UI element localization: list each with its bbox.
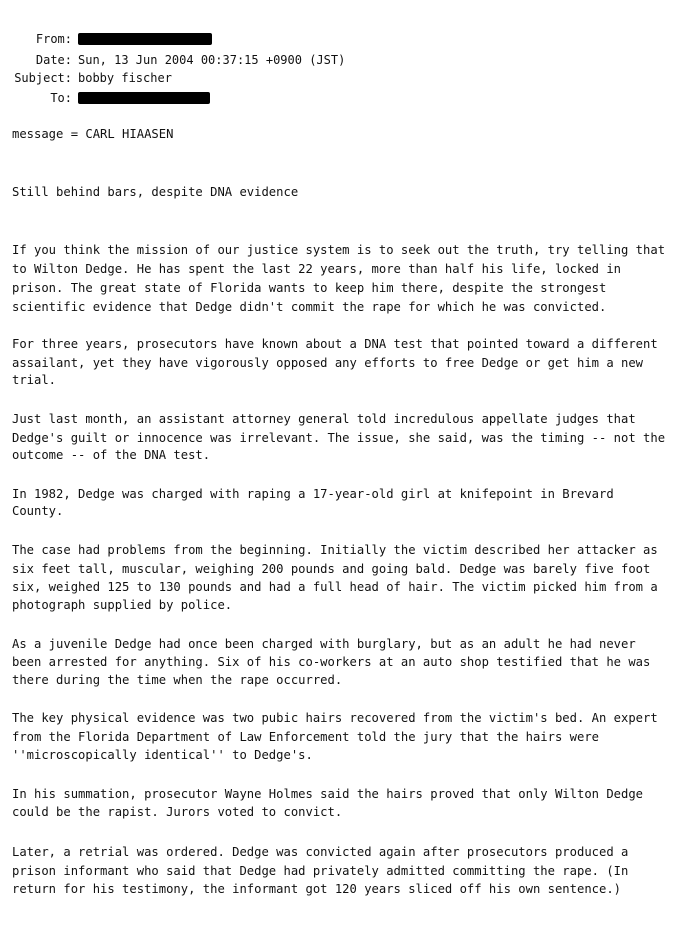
body-line: trial. bbox=[12, 373, 57, 387]
to-row bbox=[12, 91, 652, 105]
body-line: Dedge's guilt or innocence was irrelevant. The issue, she said, was the timing -- not the bbox=[12, 431, 666, 445]
body-line: Later, a retrial was ordered. Dedge was convicted again after prosecutors produced a bbox=[12, 845, 629, 859]
body-line: In 1982, Dedge was charged with raping a 17-year-old girl at knifepoint in Brevard bbox=[12, 487, 614, 501]
body-line: The case had problems from the beginning. Initially the victim described her attacker as bbox=[12, 543, 658, 557]
body-line: County. bbox=[12, 504, 64, 518]
date-label: Date: bbox=[35, 53, 72, 67]
body-line: could be the rapist. Jurors voted to convict. bbox=[12, 805, 343, 819]
body-line: from the Florida Department of Law Enforcement told the jury that the hairs were bbox=[12, 730, 599, 744]
to-label: To: bbox=[50, 91, 72, 105]
body-line: six feet tall, muscular, weighing 200 pounds and going bald. Dedge was barely five foot bbox=[12, 562, 651, 576]
from-label: From: bbox=[35, 32, 72, 46]
body-line: For three years, prosecutors have known about a DNA test that pointed toward a different bbox=[12, 337, 658, 351]
body-line: prison informant who said that Dedge had privately admitted committing the rape. (In bbox=[12, 864, 629, 878]
body-line: As a juvenile Dedge had once been charged with burglary, but as an adult he had never bbox=[12, 637, 636, 651]
body-line: to Wilton Dedge. He has spent the last 22 years, more than half his life, locked in bbox=[12, 262, 622, 276]
message-line: message = CARL HIAASEN bbox=[12, 127, 174, 141]
body-line: ''microscopically identical'' to Dedge's. bbox=[12, 748, 313, 762]
body-line: In his summation, prosecutor Wayne Holmes said the hairs proved that only Wilton Dedge bbox=[12, 787, 644, 801]
subject-row bbox=[12, 71, 652, 85]
body-line: prison. The great state of Florida wants to keep him there, despite the strongest bbox=[12, 281, 607, 295]
body-line: scientific evidence that Dedge didn't commit the rape for which he was convicted. bbox=[12, 300, 607, 314]
body-line: six, weighed 125 to 130 pounds and had a full head of hair. The victim picked him from a bbox=[12, 580, 658, 594]
body-line: outcome -- of the DNA test. bbox=[12, 448, 211, 462]
body-line: If you think the mission of our justice system is to seek out the truth, try telling that bbox=[12, 243, 666, 257]
body-line: assailant, yet they have vigorously opposed any efforts to free Dedge or get him a new bbox=[12, 356, 644, 370]
from-row bbox=[12, 32, 652, 46]
headline: Still behind bars, despite DNA evidence bbox=[12, 185, 299, 199]
body-line: been arrested for anything. Six of his co-workers at an auto shop testified that he was bbox=[12, 655, 651, 669]
body-line: Just last month, an assistant attorney general told incredulous appellate judges that bbox=[12, 412, 636, 426]
date-value: Sun, 13 Jun 2004 00:37:15 +0900 (JST) bbox=[78, 53, 346, 67]
date-row bbox=[12, 53, 652, 67]
subject-label: Subject: bbox=[14, 71, 72, 85]
to-redaction bbox=[78, 92, 210, 104]
body-line: photograph supplied by police. bbox=[12, 598, 233, 612]
subject-value: bobby fischer bbox=[78, 71, 172, 85]
from-redaction bbox=[78, 33, 212, 45]
body-line: The key physical evidence was two pubic hairs recovered from the victim's bed. An expert bbox=[12, 711, 658, 725]
body-line: return for his testimony, the informant got 120 years sliced off his own sentence.) bbox=[12, 882, 622, 896]
body-line: there during the time when the rape occurred. bbox=[12, 673, 343, 687]
